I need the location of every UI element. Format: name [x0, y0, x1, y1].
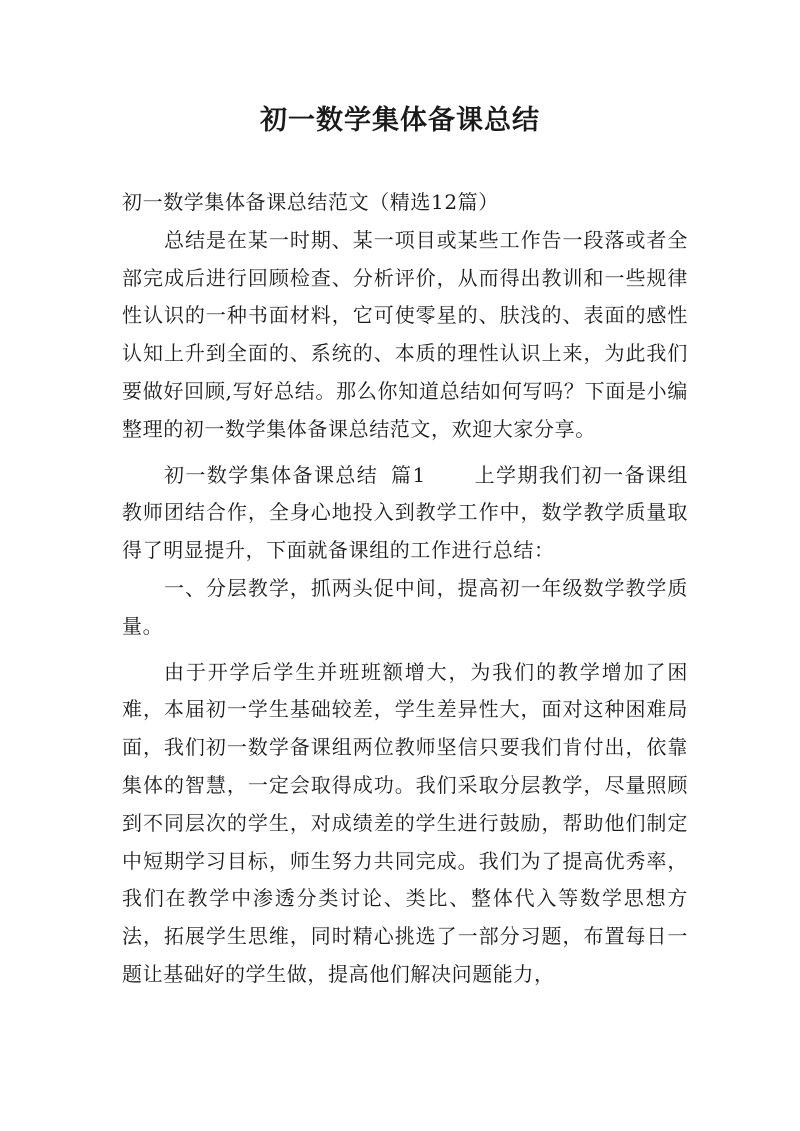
- intro-paragraph: 总结是在某一时期、某一项目或某些工作告一段落或者全部完成后进行回顾检查、分析评价，从而得出教训和一些规律性认识的一种书面材料，它可使零星的、肤浅的、表面的感性认知上升到全面的、系统的、本质的理性认识上来，为此我们要做好回顾,写好总结。那么你知道总结如何写吗？下面是小编整理的初一数学集体备课总结范文，欢迎大家分享。: [122, 227, 688, 441]
- section1-paragraph: [122, 457, 688, 570]
- document-body: [122, 184, 688, 994]
- section1-lead: 上学期我们初一备课组教师团结合作，全身心地投入到教学工作中，数学教学质量取得了明显提升，下面就备课组的工作进行总结：: [122, 462, 689, 563]
- point1-heading: 一、分层教学，抓两头促中间，提高初一年级数学教学质量。: [122, 575, 688, 638]
- point1-body: 由于开学后学生并班班额增大，为我们的教学增加了困难，本届初一学生基础较差，学生差异性大，面对这种困难局面，我们初一数学备课组两位教师坚信只要我们肯付出，依靠集体的智慧，一定会取得成功。我们采取分层教学，尽量照顾到不同层次的学生，对成绩差的学生进行鼓励，帮助他们制定中短期学习目标，师生努力共同完成。我们为了提高优秀率，我们在教学中渗透分类讨论、类比、整体代入等数学思想方法，拓展学生思维，同时精心挑选了一部分习题，布置每日一题让基础好的学生做，提高他们解决问题能力，: [122, 659, 688, 986]
- document-title: 初一数学集体备课总结: [260, 105, 540, 136]
- section1-number: 篇1: [390, 462, 426, 487]
- document-subtitle: 初一数学集体备课总结范文（精选12篇）: [122, 190, 499, 214]
- section1-heading: 初一数学集体备课总结: [164, 462, 379, 487]
